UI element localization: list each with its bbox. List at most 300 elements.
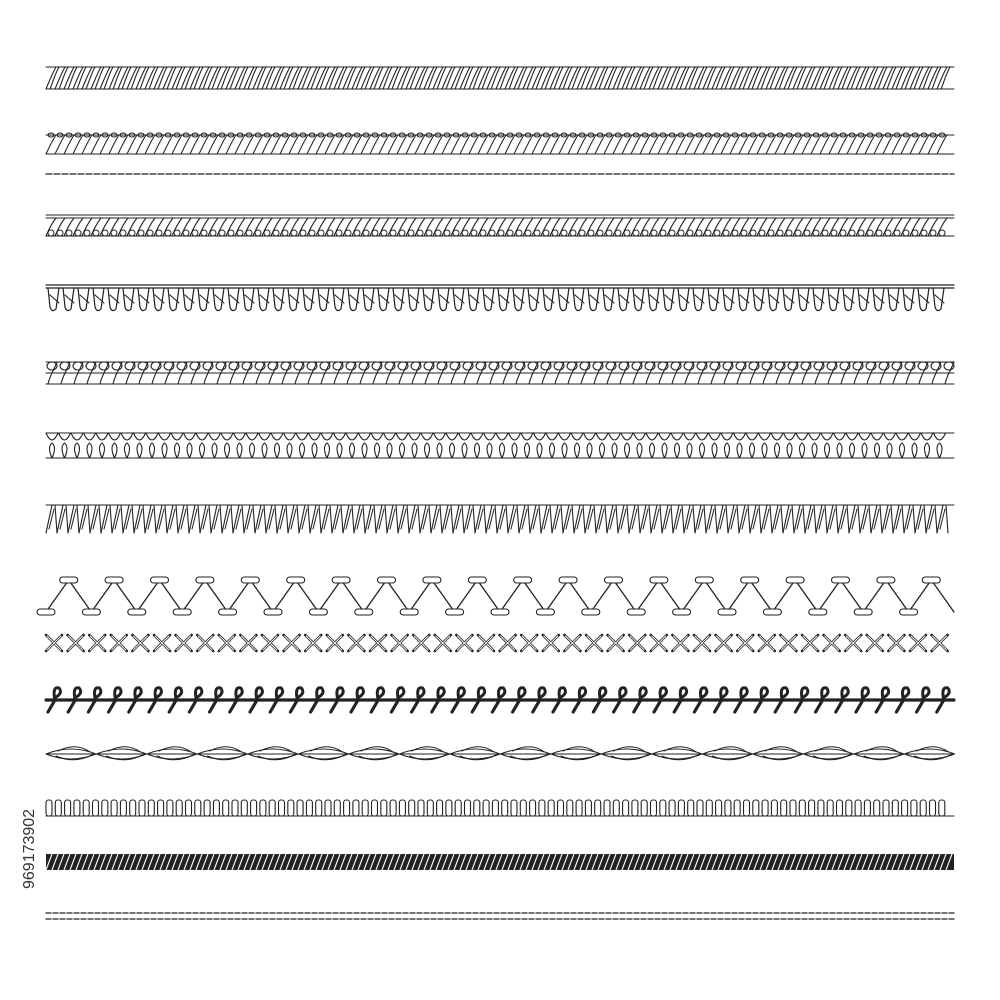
stitch-loop	[498, 288, 509, 311]
stitch-loop	[316, 133, 326, 154]
stitch-loop	[451, 133, 461, 154]
stitch-loop	[915, 505, 926, 533]
stitch-loop	[343, 133, 353, 154]
stitch-cross	[694, 635, 710, 651]
stitch-tuft	[688, 800, 694, 816]
stitch-loop	[827, 505, 838, 533]
stitch-tuft	[483, 800, 489, 816]
stitch-loop	[171, 433, 183, 458]
stitch-braid	[349, 747, 399, 760]
stitch-tuft	[641, 800, 647, 816]
stitch-loop	[893, 505, 904, 533]
stitch-braid	[854, 747, 904, 760]
stitch-braid	[248, 747, 298, 760]
stitch-cross	[262, 635, 278, 651]
stock-id-text	[6, 764, 46, 894]
stitch-loop	[415, 218, 425, 236]
stitch-loop	[172, 218, 182, 236]
stitch-bar	[900, 577, 954, 615]
stitch-loop	[768, 288, 779, 311]
stitch-loop	[568, 218, 578, 236]
stitch-tuft	[46, 800, 52, 816]
stitch-loop	[933, 288, 944, 311]
stitch-loop	[433, 218, 443, 236]
stitch-braid	[299, 747, 349, 760]
stitch-loop	[728, 505, 739, 533]
stitch-tuft	[613, 800, 619, 816]
stitch-loop	[552, 505, 563, 533]
stitch-cross	[197, 635, 213, 651]
stitch-loop	[766, 133, 776, 154]
stitch-loop	[772, 505, 783, 533]
stitch-loop	[296, 433, 308, 458]
stitch-tuft	[539, 800, 545, 816]
stitch-loop	[640, 505, 651, 533]
stitch-loop	[108, 288, 119, 311]
stitch-loop	[209, 433, 221, 458]
stitch-loop	[717, 505, 728, 533]
stitch-loop	[838, 218, 848, 236]
stitch-loop	[471, 433, 483, 458]
stitch-loop	[235, 133, 245, 154]
stitch-loop	[563, 505, 574, 533]
stitch-tuft	[418, 800, 424, 816]
stitch-loop	[262, 218, 272, 236]
stitch-loop	[199, 133, 209, 154]
stitch-border-feather-stitch	[46, 688, 954, 712]
stitch-loop	[694, 218, 704, 236]
stitch-loop	[303, 288, 314, 311]
stitch-cross	[284, 635, 300, 651]
stitch-loop	[640, 133, 650, 154]
stitch-loop	[118, 133, 128, 154]
stitch-loop	[321, 505, 332, 533]
stitch-loop	[903, 288, 914, 311]
stitch-loop	[811, 133, 821, 154]
stitch-loop	[198, 288, 209, 311]
stitch-loop	[316, 218, 326, 236]
stitch-cross	[392, 635, 408, 651]
stitch-loop	[631, 218, 641, 236]
stitch-loop	[433, 133, 443, 154]
stitch-loop	[584, 433, 596, 458]
stitch-loop	[794, 505, 805, 533]
stitch-loop	[685, 218, 695, 236]
stitch-loop	[663, 288, 674, 311]
stitch-loop	[163, 218, 173, 236]
stitch-loop	[514, 218, 524, 236]
stitch-loop	[378, 288, 389, 311]
stitch-loop	[676, 218, 686, 236]
stitch-loop	[607, 505, 618, 533]
stitch-loop	[865, 133, 875, 154]
stitch-loop	[550, 133, 560, 154]
stitch-loop	[100, 133, 110, 154]
stitch-loop	[298, 218, 308, 236]
stitch-loop	[532, 133, 542, 154]
stitch-loop	[82, 218, 92, 236]
stitch-border-overlock-with-lockstitch	[46, 133, 954, 174]
stitch-loop	[262, 133, 272, 154]
stitch-loop	[910, 133, 920, 154]
stitch-loop	[559, 218, 569, 236]
stitch-loop	[409, 505, 420, 533]
stitch-loop	[892, 218, 902, 236]
stitch-loop	[530, 505, 541, 533]
stitch-loop	[712, 218, 722, 236]
stitch-border-scallop-chain	[46, 433, 954, 458]
stitch-loop	[505, 133, 515, 154]
stitch-tuft	[362, 800, 368, 816]
stitch-loop	[618, 505, 629, 533]
stitch-loop	[543, 288, 554, 311]
stitch-loop	[667, 218, 677, 236]
stitch-loop	[828, 288, 839, 311]
stitch-loop	[847, 218, 857, 236]
stitch-loop	[288, 505, 299, 533]
stitch-loop	[273, 288, 284, 311]
stitch-loop	[325, 133, 335, 154]
stitch-loop	[310, 505, 321, 533]
stitch-loop	[550, 218, 560, 236]
stitch-tuft	[632, 800, 638, 816]
stitch-loop	[648, 288, 659, 311]
stitch-loop	[464, 505, 475, 533]
stitch-loop	[613, 218, 623, 236]
stitch-loop	[541, 505, 552, 533]
stitch-loop	[145, 133, 155, 154]
stitch-loop	[388, 133, 398, 154]
stitch-loop	[901, 133, 911, 154]
stitch-loop	[332, 505, 343, 533]
stitch-cross	[910, 635, 926, 651]
stitch-tuft	[241, 800, 247, 816]
stitch-loop	[860, 505, 871, 533]
stitch-loop	[370, 218, 380, 236]
stitch-loop	[258, 288, 269, 311]
stitch-loop	[586, 133, 596, 154]
stitch-loop	[190, 133, 200, 154]
stitch-loop	[738, 288, 749, 311]
stitch-loop	[352, 218, 362, 236]
stitch-border-overlock-twisted	[46, 67, 954, 89]
stitch-loop	[901, 218, 911, 236]
stitch-cross	[759, 635, 775, 651]
stitch-braid	[703, 747, 753, 760]
stitch-tuft	[678, 800, 684, 816]
stitch-tuft	[930, 800, 936, 816]
stitch-tuft	[260, 800, 266, 816]
stitch-cross	[586, 635, 602, 651]
stitch-loop	[856, 133, 866, 154]
stitch-loop	[55, 133, 65, 154]
stitch-loop	[730, 218, 740, 236]
stitch-loop	[233, 505, 244, 533]
stitch-tuft	[232, 800, 238, 816]
stitch-loop	[246, 433, 258, 458]
stitch-loop	[793, 133, 803, 154]
stitch-loop	[354, 505, 365, 533]
stitch-loop	[96, 433, 108, 458]
stitch-tuft	[762, 800, 768, 816]
stitch-loop	[271, 218, 281, 236]
stitch-border-braided-seam	[46, 747, 955, 760]
stitch-loop	[568, 133, 578, 154]
stitch-loop	[784, 133, 794, 154]
stitch-tuft	[446, 800, 452, 816]
stitch-loop	[208, 133, 218, 154]
stitch-tuft	[409, 800, 415, 816]
stitch-cross	[68, 635, 84, 651]
stitch-loop	[671, 433, 683, 458]
stitch-loop	[937, 505, 948, 533]
stitch-cross	[888, 635, 904, 651]
stitch-loop	[109, 218, 119, 236]
stitch-cross	[435, 635, 451, 651]
stitch-tuft	[790, 800, 796, 816]
stitch-loop	[359, 433, 371, 458]
stitch-tuft	[530, 800, 536, 816]
stitch-tuft	[111, 800, 117, 816]
stitch-loop	[546, 433, 558, 458]
stitch-loop	[93, 288, 104, 311]
stitch-loop	[684, 505, 695, 533]
stitch-loop	[874, 133, 884, 154]
stitch-loop	[388, 218, 398, 236]
stitch-loop	[532, 218, 542, 236]
stitch-cross	[111, 635, 127, 651]
stitch-loop	[91, 218, 101, 236]
stitch-loop	[514, 133, 524, 154]
stitch-loop	[123, 505, 134, 533]
stitch-cross	[219, 635, 235, 651]
stitch-loop	[798, 288, 809, 311]
stitch-loop	[167, 505, 178, 533]
stitch-loop	[849, 505, 860, 533]
stitch-tuft	[558, 800, 564, 816]
stitch-loop	[361, 133, 371, 154]
stitch-loop	[528, 288, 539, 311]
stitch-cross	[176, 635, 192, 651]
stitch-loop	[609, 433, 621, 458]
stitch-loop	[595, 133, 605, 154]
stitch-loop	[759, 433, 771, 458]
stitch-loop	[739, 505, 750, 533]
stitch-loop	[134, 433, 146, 458]
stitch-tuft	[511, 800, 517, 816]
stitch-loop	[475, 505, 486, 533]
stitch-tuft	[334, 800, 340, 816]
stitch-loop	[621, 433, 633, 458]
stitch-loop	[78, 288, 89, 311]
rope-band	[46, 854, 954, 870]
stitch-loop	[651, 505, 662, 533]
stitch-loop	[873, 288, 884, 311]
stitch-loop	[585, 505, 596, 533]
stitch-loop	[363, 288, 374, 311]
stitch-loop	[469, 133, 479, 154]
stitch-braid	[905, 747, 955, 760]
stitch-tuft	[130, 800, 136, 816]
stitch-loop	[695, 505, 706, 533]
stitch-cross	[716, 635, 732, 651]
stitch-loop	[559, 433, 571, 458]
stitch-loop	[309, 433, 321, 458]
stitch-tuft	[864, 800, 870, 816]
stitch-tuft	[306, 800, 312, 816]
stitch-loop	[73, 133, 83, 154]
stitch-loop	[196, 433, 208, 458]
stitch-loop	[685, 133, 695, 154]
stitch-loop	[577, 133, 587, 154]
stitch-cross	[370, 635, 386, 651]
stitch-loop	[496, 433, 508, 458]
stitch-loop	[521, 433, 533, 458]
stitch-loop	[46, 67, 59, 89]
stitch-loop	[277, 505, 288, 533]
stitch-loop	[508, 505, 519, 533]
stitch-loop	[118, 218, 128, 236]
stitch-loop	[57, 505, 68, 533]
stitch-loop	[112, 505, 123, 533]
stitch-loop	[451, 218, 461, 236]
stitch-loop	[478, 133, 488, 154]
stitch-loop	[874, 218, 884, 236]
stitch-loop	[487, 133, 497, 154]
stitch-loop	[748, 218, 758, 236]
stitch-cross	[500, 635, 516, 651]
stitch-loop	[577, 218, 587, 236]
stitch-loop	[424, 133, 434, 154]
stitch-loop	[79, 505, 90, 533]
stitch-loop	[271, 433, 283, 458]
stitch-loop	[84, 433, 96, 458]
stitch-loop	[343, 505, 354, 533]
stitch-loop	[200, 505, 211, 533]
stitch-loop	[397, 218, 407, 236]
stitch-tuft	[753, 800, 759, 816]
stitch-tuft	[548, 800, 554, 816]
stitch-loop	[882, 505, 893, 533]
stitch-loop	[596, 433, 608, 458]
stitch-loop	[370, 133, 380, 154]
stitch-loop	[884, 433, 896, 458]
stitch-cross	[867, 635, 883, 651]
stitch-tuft	[492, 800, 498, 816]
stitch-loop	[208, 218, 218, 236]
stitch-loop	[253, 133, 263, 154]
stitch-loop	[658, 133, 668, 154]
stitch-loop	[289, 133, 299, 154]
stitch-tuft	[744, 800, 750, 816]
stitch-loop	[334, 133, 344, 154]
stitch-loop	[928, 218, 938, 236]
stitch-loop	[534, 433, 546, 458]
stitch-loop	[892, 133, 902, 154]
stitch-cross	[348, 635, 364, 651]
stitch-loop	[307, 218, 317, 236]
stitch-loop	[271, 133, 281, 154]
stitch-loop	[483, 288, 494, 311]
stitch-loop	[136, 133, 146, 154]
stitch-tuft	[920, 800, 926, 816]
stitch-cross	[543, 635, 559, 651]
stitch-cross	[824, 635, 840, 651]
stitch-tuft	[83, 800, 89, 816]
stitch-loop	[505, 218, 515, 236]
stitch-loop	[253, 218, 263, 236]
stitch-loop	[280, 133, 290, 154]
stitch-loop	[346, 433, 358, 458]
stitch-loop	[883, 218, 893, 236]
stitch-loop	[793, 218, 803, 236]
stitch-tuft	[102, 800, 108, 816]
stitch-loop	[397, 133, 407, 154]
stitch-loop	[541, 218, 551, 236]
stitch-cross	[89, 635, 105, 651]
stitch-cross	[132, 635, 148, 651]
stitch-loop	[796, 433, 808, 458]
stitch-cross	[608, 635, 624, 651]
stitch-border-tuft-stitch	[46, 800, 954, 816]
stitch-loop	[127, 133, 137, 154]
stitch-loop	[573, 288, 584, 311]
stitch-loop	[184, 433, 196, 458]
stitch-loop	[730, 133, 740, 154]
stitch-loop	[145, 218, 155, 236]
stitch-loop	[783, 288, 794, 311]
stitch-loop	[318, 288, 329, 311]
stitch-loop	[846, 433, 858, 458]
stitch-braid	[400, 747, 450, 760]
stitch-loop	[622, 133, 632, 154]
stitch-loop	[406, 133, 416, 154]
stitch-loop	[408, 288, 419, 311]
stitch-loop	[146, 433, 158, 458]
stitch-cross	[521, 635, 537, 651]
stitch-loop	[678, 288, 689, 311]
stitch-loop	[217, 133, 227, 154]
stitch-braid	[97, 747, 147, 760]
stitch-tuft	[939, 800, 945, 816]
stitch-loop	[513, 288, 524, 311]
stitch-border-overlock-zigzag	[46, 505, 954, 533]
stitch-cross	[651, 635, 667, 651]
stitch-loop	[168, 288, 179, 311]
stitch-braid	[652, 747, 702, 760]
stitch-loop	[559, 133, 569, 154]
stitch-tuft	[465, 800, 471, 816]
stitch-braid	[501, 747, 551, 760]
stitch-loop	[703, 218, 713, 236]
stitch-loop	[321, 433, 333, 458]
stitch-tuft	[279, 800, 285, 816]
stitch-loop	[595, 218, 605, 236]
stitch-loop	[757, 218, 767, 236]
stitch-loop	[586, 218, 596, 236]
stitch-cross	[802, 635, 818, 651]
stitch-loop	[379, 218, 389, 236]
stitch-loop	[46, 505, 57, 533]
stitch-loop	[649, 133, 659, 154]
stitch-loop	[159, 433, 171, 458]
stitch-tuft	[799, 800, 805, 816]
stitch-loop	[919, 133, 929, 154]
stitch-tuft	[660, 800, 666, 816]
stitch-loop	[604, 133, 614, 154]
stitch-loop	[541, 133, 551, 154]
stitch-loop	[284, 433, 296, 458]
